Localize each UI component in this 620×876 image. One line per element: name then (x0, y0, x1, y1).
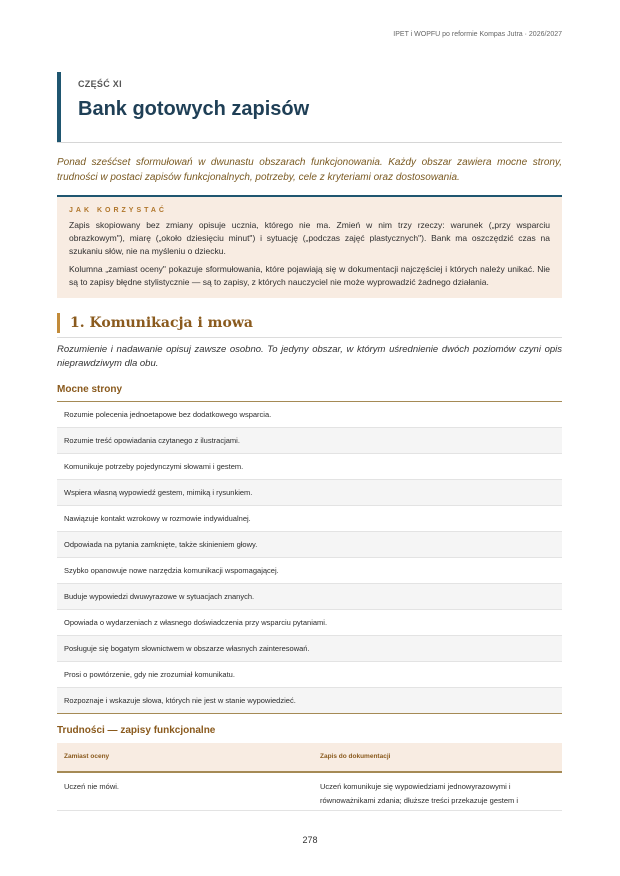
how-to-paragraph: Zapis skopiowany bez zmiany opisuje ucznia, którego nie ma. Zmień w nim trzy rzeczy: warunek („przy wsparciu obrazkowym"), miarę („około dziesięciu minut") i sytuację („podczas zajęć plastycznych"). Bank ma oszczędzić czas na szukaniu słów, nie na myśleniu o dziecku. (69, 220, 550, 256)
chapter-intro: Ponad sześćset sformułowań w dwunastu obszarach funkcjonowania. Każdy obszar zawiera mocne strony, trudności w postaci zapisów funkcjonalnych, potrzeby, cele z kryteriami oraz dostosowania. (57, 157, 562, 183)
chapter-accent-bar (57, 72, 61, 142)
chapter-heading-block (57, 72, 562, 142)
list-item: Prosi o powtórzenie, gdy nie zrozumiał komunikatu. (57, 662, 562, 688)
list-item: Odpowiada na pytania zamknięte, także skinieniem głowy. (57, 532, 562, 558)
section-title: 1. Komunikacja i mowa (57, 313, 253, 333)
table-cell-record: Uczeń komunikuje się wypowiedziami jednowyrazowymi i równoważnikami zdania; dłuższe treści przekazuje gestem i (320, 782, 519, 805)
table-row (57, 773, 562, 811)
running-header: IPET i WOPFU po reformie Kompas Jutra · 2026/2027 (393, 31, 562, 38)
list-item: Komunikuje potrzeby pojedynczymi słowami i gestem. (57, 454, 562, 480)
column-header-record: Zapis do dokumentacji (320, 753, 391, 760)
table-header (57, 743, 562, 773)
how-to-heading: JAK KORZYSTAĆ (69, 207, 167, 214)
column-header-instead: Zamiast oceny (64, 753, 110, 760)
table-cell-instead: Uczeń nie mówi. (64, 782, 120, 791)
list-item: Opowiada o wydarzeniach z własnego doświadczenia przy wsparciu pytaniami. (57, 610, 562, 636)
list-item: Nawiązuje kontakt wzrokowy w rozmowie indywidualnej. (57, 506, 562, 532)
how-to-box (57, 195, 562, 298)
divider (57, 142, 562, 143)
strengths-list (57, 401, 562, 714)
difficulties-title: Trudności — zapisy funkcjonalne (57, 725, 216, 736)
divider (57, 337, 562, 338)
list-item: Posługuje się bogatym słownictwem w obszarze własnych zainteresowań. (57, 636, 562, 662)
section-lead: Rozumienie i nadawanie opisuj zawsze osobno. To jedyny obszar, w którym uśrednienie dwóch poziomów czyni opis nieprawdziwym dla obu. (57, 344, 562, 369)
list-item: Rozumie polecenia jednoetapowe bez dodatkowego wsparcia. (57, 402, 562, 428)
list-item: Rozumie treść opowiadania czytanego z ilustracjami. (57, 428, 562, 454)
list-item: Szybko opanowuje nowe narzędzia komunikacji wspomagającej. (57, 558, 562, 584)
chapter-label: CZĘŚĆ XI (78, 79, 122, 89)
strengths-title: Mocne strony (57, 384, 123, 395)
list-item: Buduje wypowiedzi dwuwyrazowe w sytuacjach znanych. (57, 584, 562, 610)
page-number: 278 (302, 835, 318, 845)
list-item: Wspiera własną wypowiedź gestem, mimiką i rysunkiem. (57, 480, 562, 506)
how-to-paragraph: Kolumna „zamiast oceny" pokazuje sformułowania, które pojawiają się w dokumentacji najczęściej i których należy unikać. Nie są to zapisy błędne stylistycznie — są to zapisy, z których nauczyciel nie może wyprowadzić żadnego działania. (69, 264, 550, 287)
list-item: Rozpoznaje i wskazuje słowa, których nie jest w stanie wypowiedzieć. (57, 688, 562, 713)
difficulties-table (57, 743, 562, 811)
chapter-title: Bank gotowych zapisów (78, 98, 310, 120)
